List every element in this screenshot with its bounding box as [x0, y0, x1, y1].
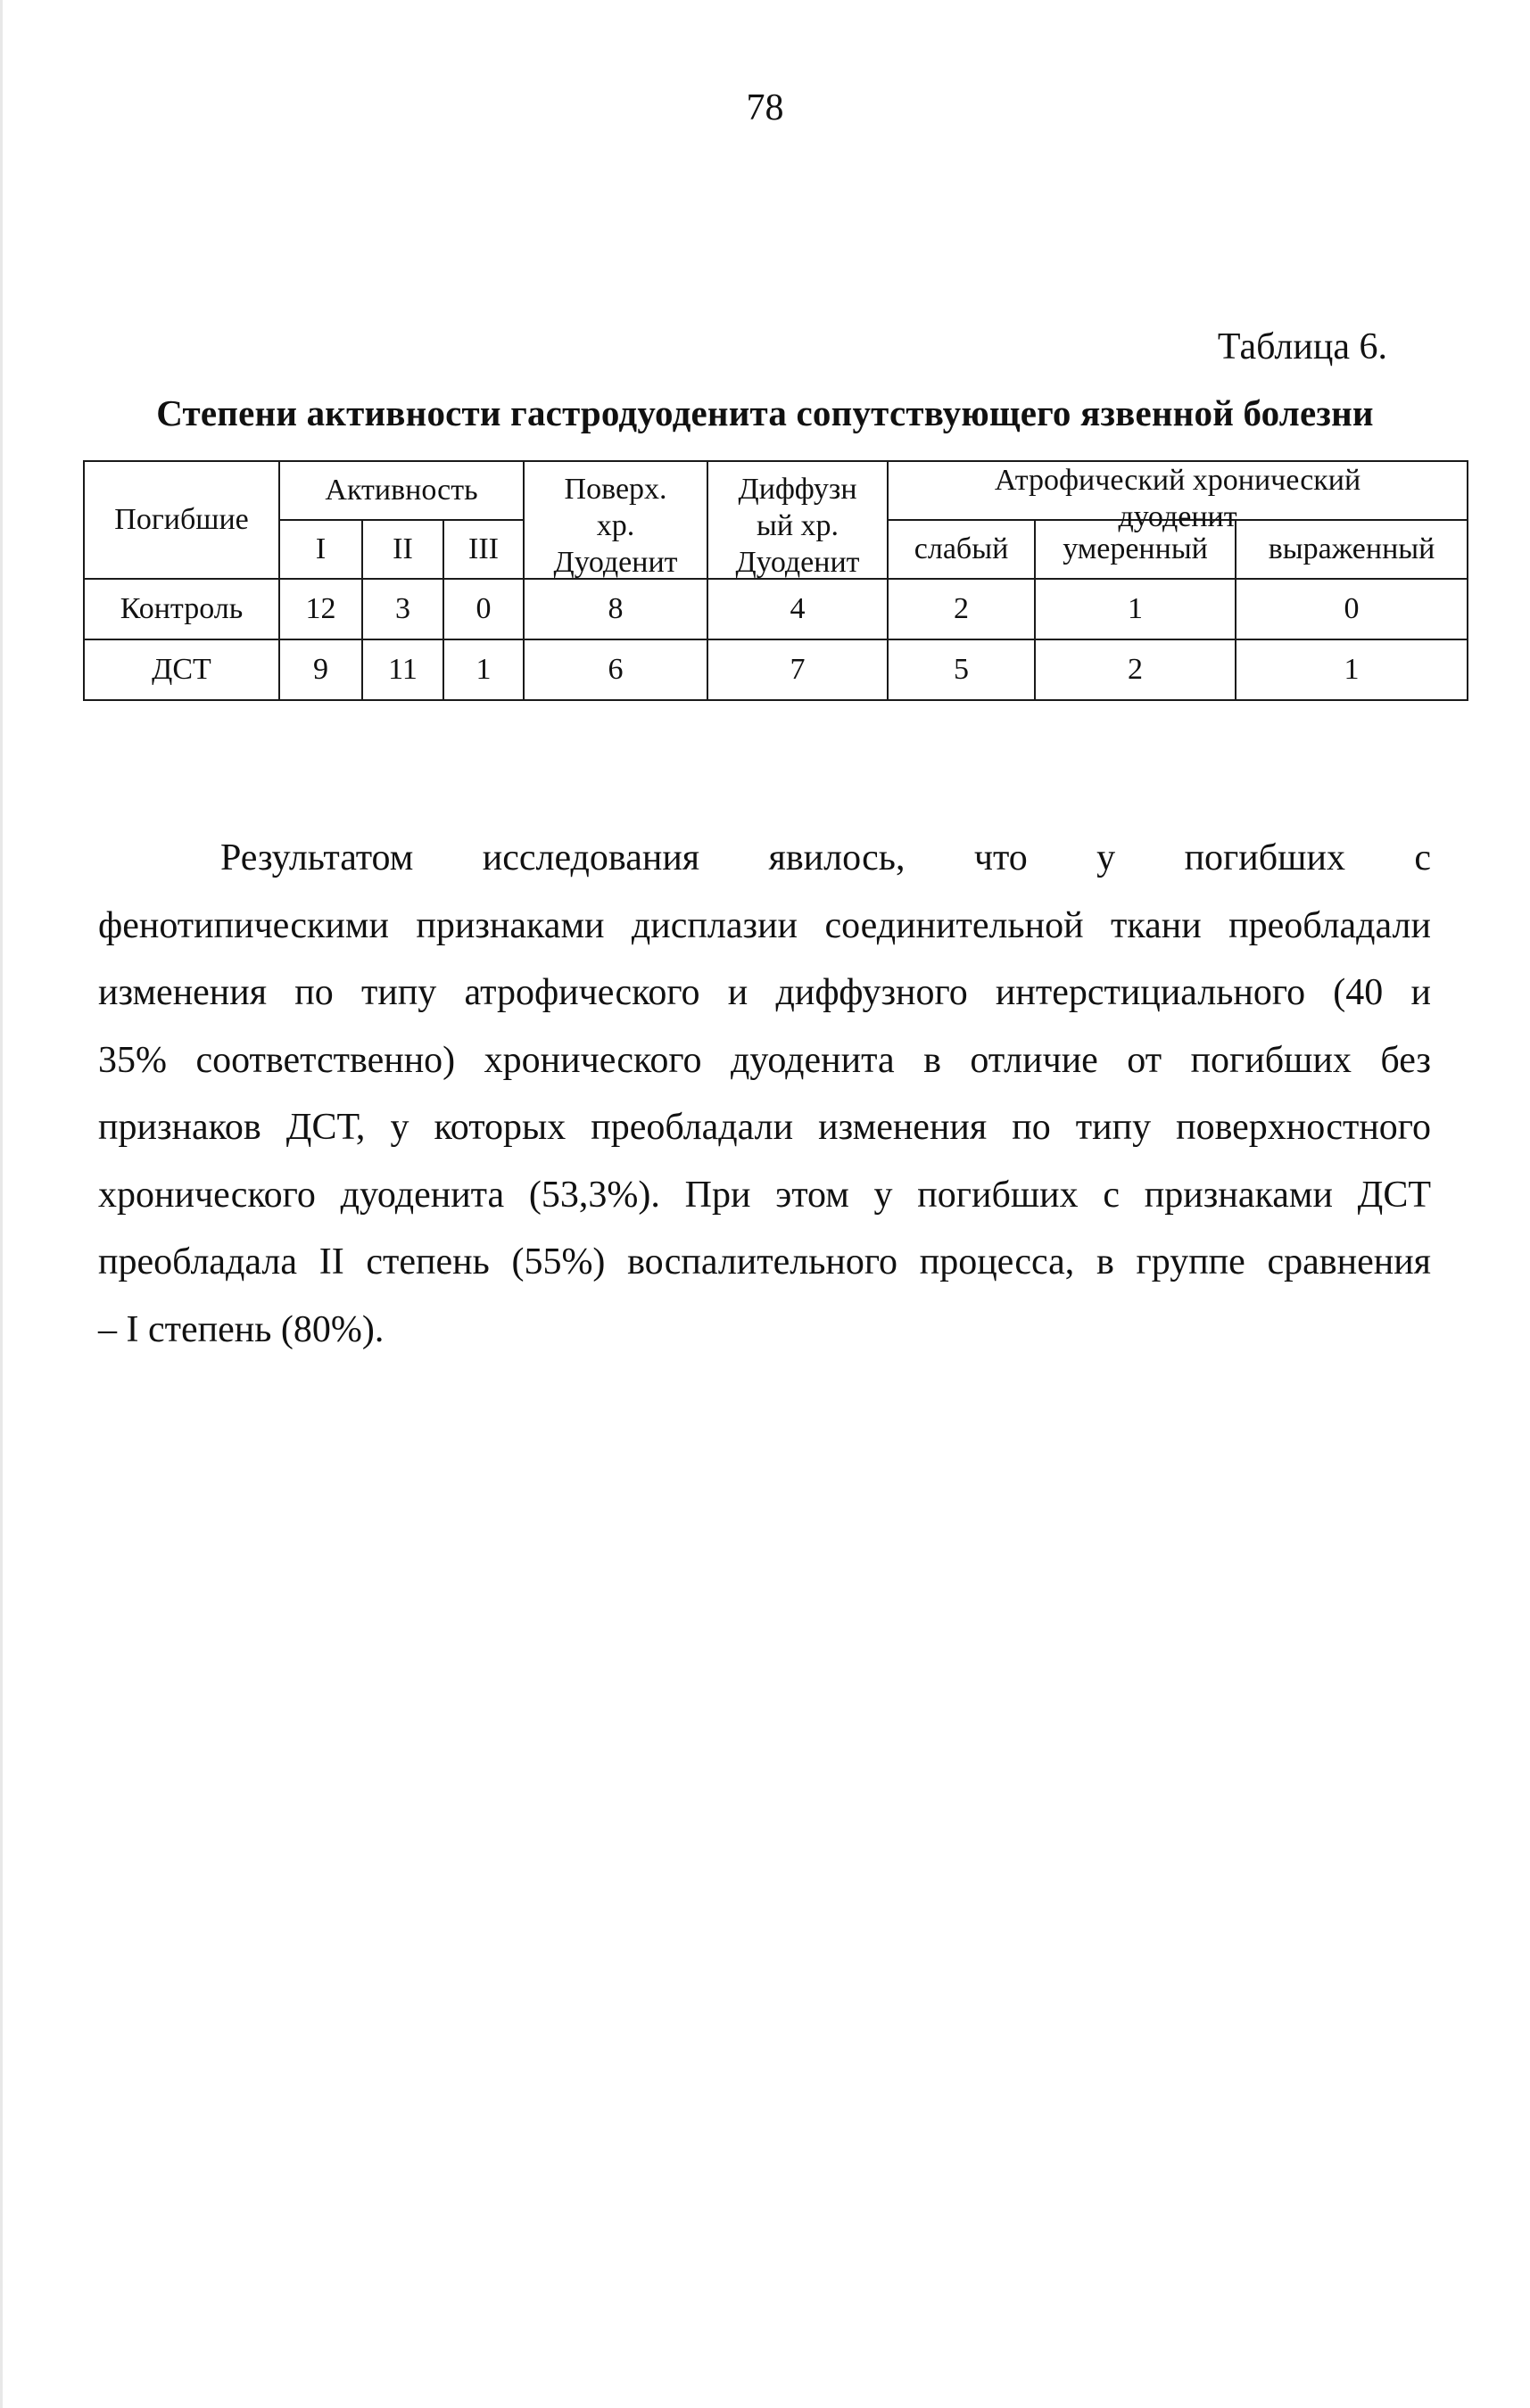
- cell-diffuse: 7: [707, 639, 888, 700]
- header-diffuse-line1: Диффузн: [738, 473, 857, 506]
- table-title: Степени активности гастродуоденита сопутствующего язвенной болезни: [156, 392, 1374, 433]
- cell-superficial: 8: [524, 579, 707, 639]
- cell-severe: 1: [1236, 639, 1468, 700]
- cell-weak: 2: [888, 579, 1035, 639]
- table-caption: Таблица 6.: [1217, 326, 1387, 367]
- cell-activity-3: 0: [443, 579, 524, 639]
- row-label: Контроль: [84, 579, 279, 639]
- header-superficial-line2: хр.: [596, 508, 635, 542]
- paragraph-line: преобладала II степень (55%) воспалительного процесса, в группе сравнения: [98, 1241, 1431, 1282]
- header-degree-2: II: [362, 520, 443, 579]
- paragraph-line: фенотипическими признаками дисплазии соединительной ткани преобладали: [98, 904, 1431, 946]
- header-degree-1: I: [279, 520, 362, 579]
- table-header-row-1: [84, 461, 1468, 520]
- paragraph-line: хронического дуоденита (53,3%). При этом у погибших с признаками ДСТ: [98, 1174, 1431, 1216]
- header-activity: Активность: [279, 461, 524, 520]
- cell-activity-1: 12: [279, 579, 362, 639]
- cell-superficial: 6: [524, 639, 707, 700]
- header-weak: слабый: [888, 520, 1035, 579]
- cell-activity-2: 3: [362, 579, 443, 639]
- activity-table: [83, 460, 1468, 701]
- page-number: 78: [746, 87, 784, 128]
- paragraph-line: – I степень (80%).: [98, 1308, 385, 1350]
- header-superficial-line3: Дуоденит: [553, 545, 678, 579]
- header-atrophic: [888, 461, 1468, 533]
- paragraph-line: признаков ДСТ, у которых преобладали изменения по типу поверхностного: [98, 1107, 1431, 1148]
- cell-severe: 0: [1236, 579, 1468, 639]
- cell-moderate: 1: [1035, 579, 1236, 639]
- paragraph-line: 35% соответственно) хронического дуоденита в отличие от погибших без: [98, 1039, 1431, 1081]
- header-diffuse: [707, 461, 888, 579]
- cell-moderate: 2: [1035, 639, 1236, 700]
- row-label: ДСТ: [84, 639, 279, 700]
- table-row-dst: [84, 639, 1468, 700]
- cell-activity-3: 1: [443, 639, 524, 700]
- header-degree-3: III: [443, 520, 524, 579]
- header-superficial: [524, 461, 707, 579]
- header-moderate: умеренный: [1035, 520, 1236, 579]
- cell-diffuse: 4: [707, 579, 888, 639]
- header-diffuse-line3: Дуоденит: [735, 545, 860, 579]
- cell-activity-2: 11: [362, 639, 443, 700]
- header-atrophic-line2: дуоденит: [1118, 499, 1237, 533]
- header-atrophic-line1: Атрофический хронический: [994, 464, 1361, 497]
- header-deceased: Погибшие: [84, 461, 279, 579]
- table-row-control: [84, 579, 1468, 639]
- header-diffuse-line2: ый хр.: [757, 508, 839, 542]
- paragraph-line: изменения по типу атрофического и диффузного интерстициального (40 и: [98, 972, 1431, 1013]
- paragraph-line: Результатом исследования явилось, что у погибших с: [220, 837, 1431, 878]
- cell-activity-1: 9: [279, 639, 362, 700]
- header-severe: выраженный: [1236, 520, 1468, 579]
- results-paragraph: [98, 825, 1431, 1364]
- scan-edge: [0, 0, 3, 2408]
- cell-weak: 5: [888, 639, 1035, 700]
- header-superficial-line1: Поверх.: [564, 473, 667, 506]
